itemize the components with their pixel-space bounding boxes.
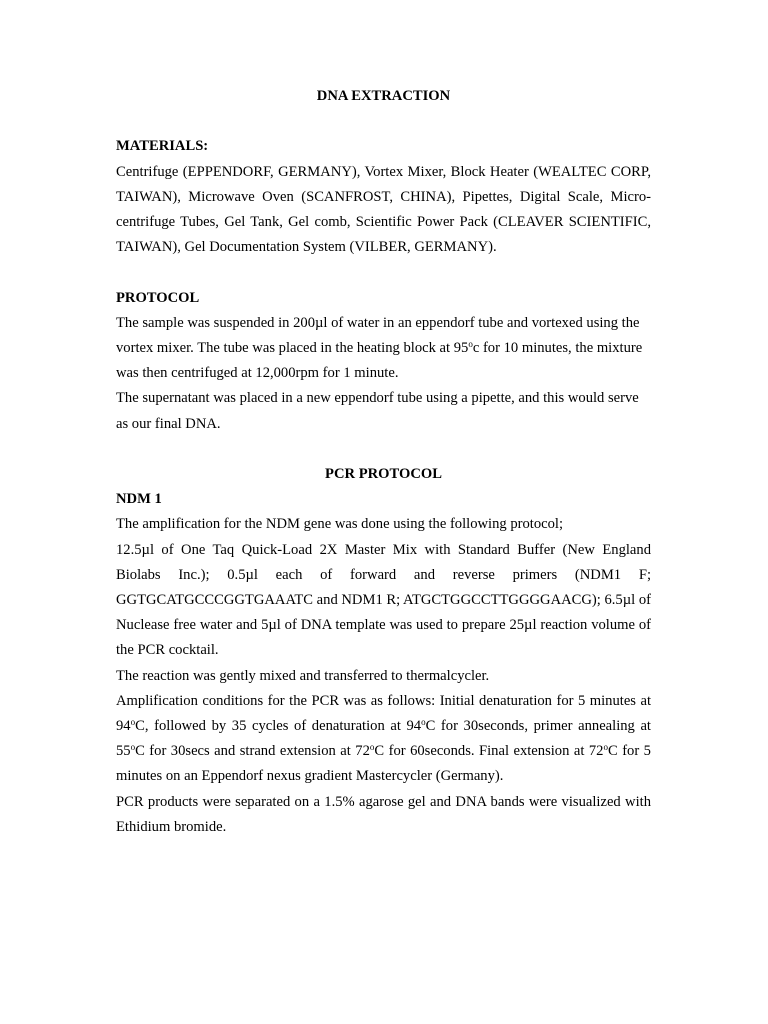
pcr-mix-paragraph: The reaction was gently mixed and transferred to thermalcycler. [116,667,490,684]
materials-paragraph: Centrifuge (EPPENDORF, GERMANY), Vortex Mixer, Block Heater (WEALTEC CORP, TAIWAN), Microwave Oven (SCANFROST, CHINA), Pipettes, Digital Scale, Micro-centrifuge Tubes, Gel Tank, Gel comb, Scientific Power Pack (CLEAVER SCIENTIFIC, TAIWAN), Gel Documentation System (VILBER, GERMANY). [116,163,651,256]
conditions-text-4: C for 30secs and strand extension at 72 [135,743,370,760]
degree-superscript: o [421,717,426,728]
page-title: DNA EXTRACTION [316,88,451,104]
pcr-protocol-title: PCR PROTOCOL [325,466,442,482]
degree-superscript: o [603,742,608,753]
gel-electrophoresis-paragraph: PCR products were separated on a 1.5% agarose gel and DNA bands were visualized with Ethidium bromide. [116,793,651,835]
conditions-text-2: C, followed by 35 cycles of denaturation at 94 [135,718,422,735]
degree-superscript: o [130,742,136,753]
protocol-text-a: The sample was suspended in 200µl of water in an eppendorf tube and vortexed using the vortex mixer. The tube was placed in the heating block at 95 [116,314,640,356]
spacer [116,437,651,462]
pcr-cocktail-paragraph: 12.5µl of One Taq Quick-Load 2X Master Mix with Standard Buffer (New England Biolabs Inc.); 0.5µl each of forward and reverse primers (NDM1 F; GGTGCATGCCCGGTGAAATC and NDM1 R; ATGCTGGCCTTGGGGAACG); 6.5µl of Nuclease free water and 5µl of DNA template was used to prepare 25µl reaction volume of the PCR cocktail. [116,541,651,659]
materials-heading: MATERIALS: [116,138,209,155]
protocol-text-b: c for 10 minutes, the mixture was then centrifuged at 12,000rpm for 1 minute. [116,340,643,382]
protocol-paragraph-2: The supernatant was placed in a new eppendorf tube using a pipette, and this would serve as our final DNA. [116,390,639,432]
spacer [116,260,651,285]
conditions-text-1: Amplification conditions for the PCR was as follows: Initial denaturation for 5 minutes at 94 [116,692,651,735]
protocol-paragraph-1 [116,311,651,387]
conditions-text-3: C for 30seconds, primer annealing at 55 [116,718,651,760]
spacer [116,109,651,134]
pcr-intro-paragraph: The amplification for the NDM gene was done using the following protocol; [116,516,564,533]
conditions-text-6: C for 5 minutes on an Eppendorf nexus gradient Mastercycler (Germany). [116,743,651,785]
conditions-text-5: C for 60seconds. Final extension at 72 [374,743,604,760]
protocol-heading: PROTOCOL [116,289,200,306]
degree-superscript: o [369,742,375,753]
degree-superscript: o [130,717,136,728]
document-page [116,84,651,840]
amplification-conditions-paragraph [116,689,651,790]
degree-superscript: o [468,339,473,349]
ndm1-heading: NDM 1 [116,491,162,508]
